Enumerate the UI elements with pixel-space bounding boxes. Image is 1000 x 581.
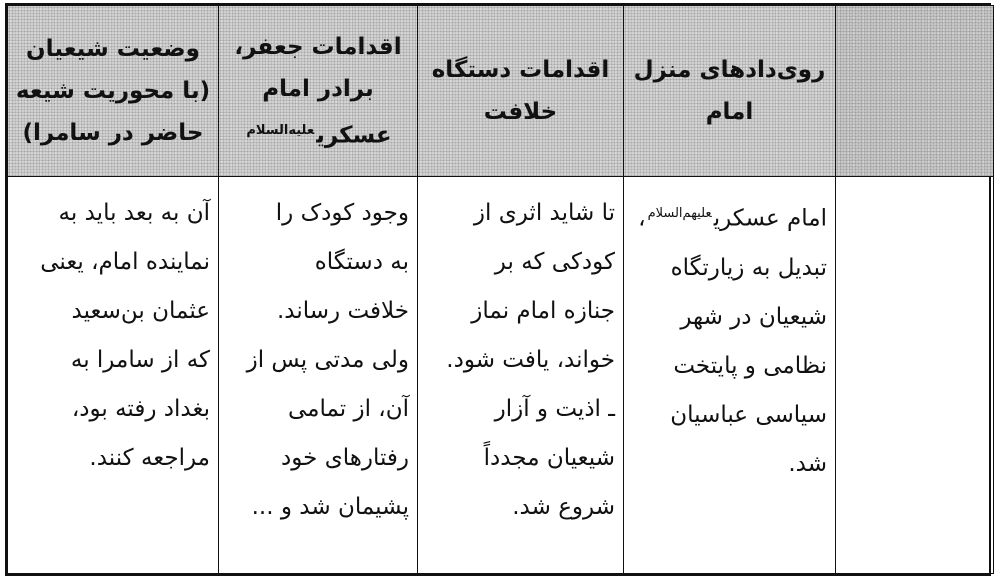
header-line: (با محوریت شیعه (15, 78, 211, 104)
cell-line: کودکی که بر (494, 249, 615, 275)
header-line (219, 110, 417, 157)
cell-line: تا شاید اثری از (473, 200, 615, 226)
empty-corner-cell (836, 177, 994, 574)
cell-line: مراجعه کنند. (89, 445, 210, 471)
honorific-ligature: علیه‌السلام (246, 122, 315, 138)
cell-line: آن به بعد باید به (58, 200, 210, 226)
header-line: روی‌دادهای منزل (633, 57, 826, 83)
cell-line: خلافت رساند. (276, 298, 409, 324)
cell-line: بغداد رفته بود، (71, 396, 210, 422)
comparison-table (7, 5, 994, 574)
header-jafar-actions (219, 6, 418, 177)
cell-line: آن، از تمامی (287, 396, 409, 422)
cell-line: ولی مدتی پس از (246, 347, 409, 373)
header-caliphate-actions (418, 6, 624, 177)
header-line: خلافت (483, 99, 558, 125)
cell-line: شروع شد. (512, 494, 615, 520)
cell-line: جنازه امام نماز (471, 298, 615, 324)
cell-line: تبدیل به زیارتگاه (670, 254, 827, 281)
honorific-ligature: علیهم‌السلام (647, 206, 712, 221)
cell-line: عثمان بن‌سعید (71, 298, 210, 324)
cell-jafar-actions (219, 177, 418, 574)
content-row (8, 177, 994, 574)
cell-line: ـ اذیت و آزار (494, 396, 615, 422)
header-line: اقدامات جعفر، (234, 33, 402, 60)
corner-header-cell (836, 6, 994, 177)
cell-line: سیاسی عباسیان (670, 401, 827, 428)
header-shia-status (8, 6, 219, 177)
header-home-events (624, 6, 836, 177)
cell-line: شد. (788, 450, 827, 477)
header-line: حاضر در سامرا) (22, 120, 204, 146)
cell-shia-status (8, 177, 219, 574)
header-line: امام (705, 99, 754, 125)
document-table-frame (5, 3, 991, 576)
cell-line: نماینده امام، یعنی (40, 249, 210, 275)
cell-line-text: امام عسکری (713, 205, 827, 232)
cell-line: که از سامرا به (70, 347, 210, 373)
cell-line: امام عسکری$^{علیهم‌السلام}$، (638, 205, 827, 232)
cell-line: پشیمان شد و ... (251, 494, 409, 520)
cell-line: رفتارهای خود (281, 445, 409, 471)
cell-caliphate-actions (418, 177, 624, 574)
cell-line: خواند، یافت شود. (446, 347, 615, 373)
header-line: وضعیت شیعیان (26, 36, 200, 62)
cell-line: شیعیان در شهر (680, 303, 827, 330)
cell-home-events (624, 177, 836, 574)
cell-line: نظامی و پایتخت (673, 352, 827, 379)
cell-line: شیعیان مجدداً (483, 445, 615, 471)
header-line-text: عسکری (316, 122, 392, 149)
header-line: اقدامات دستگاه (431, 57, 610, 83)
cell-line: به دستگاه (314, 249, 409, 275)
header-line: برادر امام (262, 75, 374, 102)
header-row (8, 6, 994, 177)
cell-line: وجود کودک را (275, 200, 409, 226)
